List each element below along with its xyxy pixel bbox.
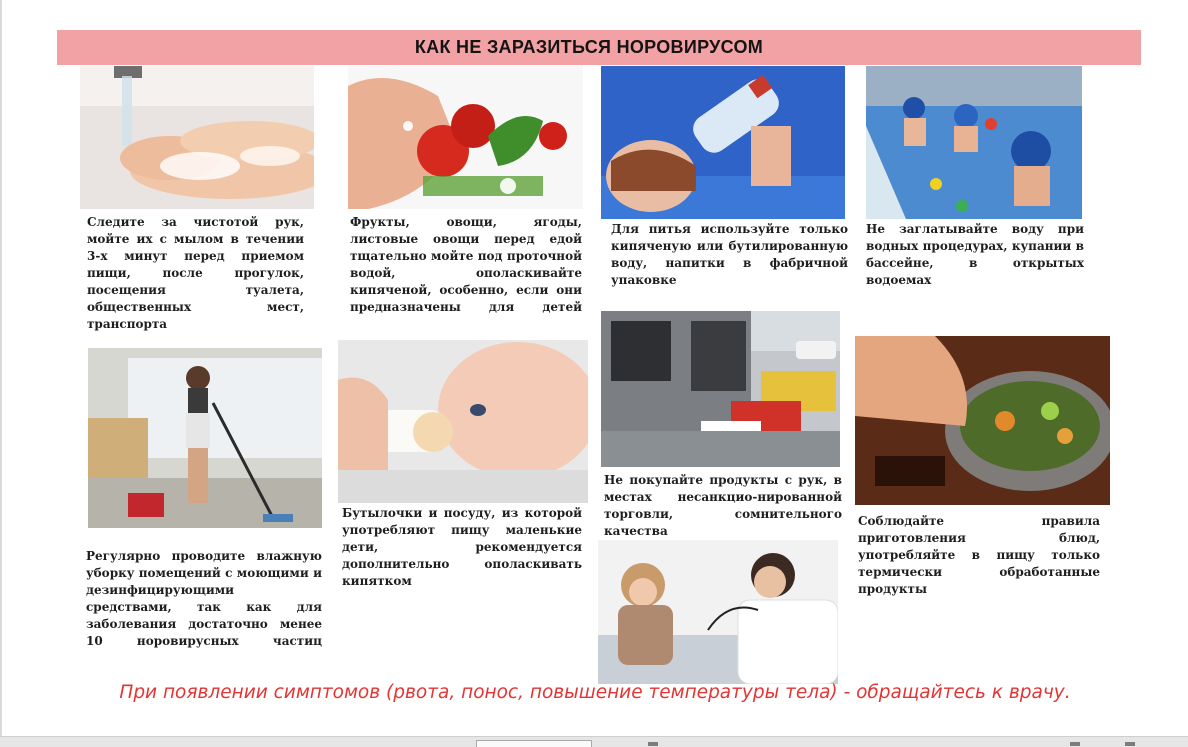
wet-cleaning-photo: [88, 348, 322, 528]
page-title: КАК НЕ ЗАРАЗИТЬСЯ НОРОВИРУСОМ: [414, 37, 764, 57]
baby-bottle-photo: [338, 340, 588, 503]
doctor-with-child-photo: [598, 540, 838, 684]
caption-cooking-rules: Соблюдайте правила приготовления блюд, употребляйте в пищу только термически обработанные продукты: [858, 514, 1100, 596]
caption-baby-dishes: Бутылочки и посуду, из которой употребляют пищу маленькие дети, рекомендуется дополнительно ополаскивать кипятком: [342, 506, 582, 588]
caption-wash-vegetables: Фрукты, овощи, ягоды, листовые овощи перед едой тщательно мойте под проточной водой, ополаскивайте кипяченой, особенно, если они предназначены для детей: [350, 215, 582, 314]
caption-swimming: Не заглатывайте воду при водных процедурах, купании в бассейне, в открытых водоемах: [866, 222, 1084, 287]
drinking-bottled-water-photo: [601, 66, 845, 219]
street-market-photo: [601, 311, 840, 467]
washing-hands-photo: [80, 66, 314, 209]
symptoms-warning: При появлении симптомов (рвота, понос, повышение температуры тела) - обращайтесь к врачу.: [119, 682, 1071, 703]
viewer-toolbar: [0, 736, 1188, 747]
title-banner: [57, 30, 1141, 65]
washing-vegetables-photo: [348, 66, 583, 209]
viewer-fit-icon[interactable]: [1125, 742, 1135, 746]
caption-drinking-water: Для питья используйте только кипяченую или бутилированную воду, напитки в фабричной упаковке: [611, 222, 848, 287]
viewer-zoom-icon[interactable]: [1070, 742, 1080, 746]
caption-street-food: Не покупайте продукты с рук, в местах несанкцио-нированной торговли, сомнительного качества: [604, 473, 842, 538]
swimming-pool-photo: [866, 66, 1082, 219]
caption-wet-cleaning: Регулярно проводите влажную уборку помещений с моющими и дезинфицирующими средствами, так как для заболевания достаточно менее 10 норовирусных частиц: [86, 549, 322, 648]
viewer-tool-icon[interactable]: [648, 742, 658, 746]
page-edge: [0, 0, 2, 740]
cooking-pot-photo: [855, 336, 1110, 505]
caption-hand-hygiene: Следите за чистотой рук, мойте их с мылом в течении 3-х минут перед приемом пищи, после прогулок, посещения туалета, общественных мест, транспорта: [87, 215, 304, 331]
